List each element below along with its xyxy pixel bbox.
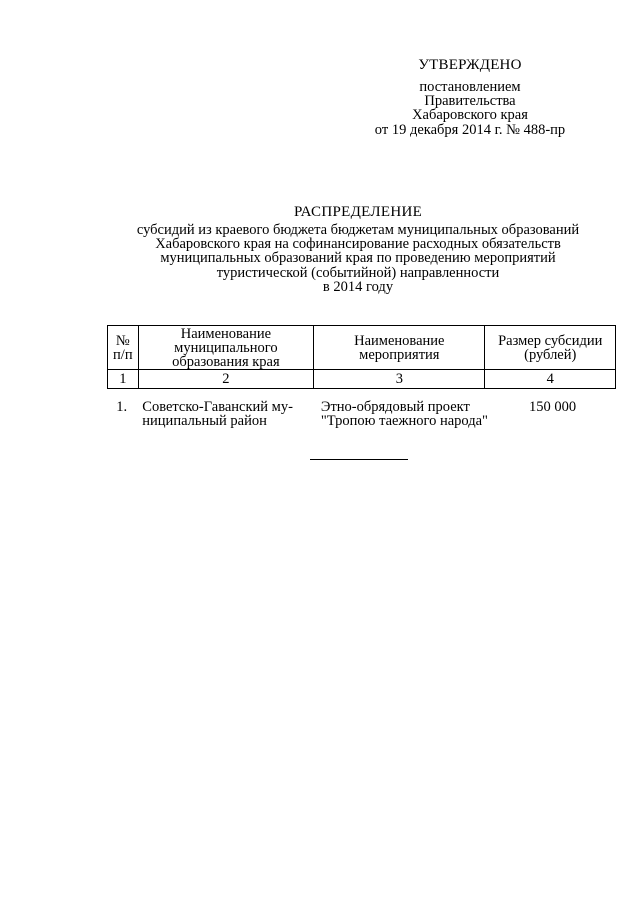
header-text: (рублей) xyxy=(524,346,577,363)
column-number-cell: 1 xyxy=(108,370,139,389)
approval-date: от 19 декабря 2014 г. № 488-пр xyxy=(374,122,566,138)
header-text: № xyxy=(115,332,130,349)
approval-line: Правительства xyxy=(424,93,516,109)
header-text: Наименование xyxy=(180,325,272,342)
cell-text: Этно-обрядовый проект xyxy=(320,399,470,415)
approval-title: УТВЕРЖДЕНО xyxy=(418,57,522,73)
row-municipality xyxy=(136,400,315,428)
row-amount: 150 000 xyxy=(528,399,577,415)
approval-line: постановлением xyxy=(419,79,521,95)
column-number-cell: 4 xyxy=(485,370,616,389)
subtitle-line: Хабаровского края на софинансирование расходных обязательств xyxy=(155,236,561,253)
subtitle-line: в 2014 году xyxy=(322,278,394,295)
header-cell-amount xyxy=(485,326,616,370)
header-cell-number xyxy=(108,326,139,370)
column-number-row xyxy=(108,370,616,389)
approval-line: Хабаровского края xyxy=(412,107,528,123)
cell-text: "Тропою таежного народа" xyxy=(320,413,488,429)
header-cell-event xyxy=(314,326,485,370)
approval-block xyxy=(374,57,566,138)
header-text: муниципального xyxy=(174,339,278,356)
header-text: образования края xyxy=(172,353,280,370)
header-text: Размер субсидии xyxy=(498,332,603,349)
table-header-row xyxy=(108,326,616,370)
cell-text: ниципальный район xyxy=(142,413,267,429)
header-text: Наименование xyxy=(354,332,445,349)
subtitle-line: субсидий из краевого бюджета бюджетам муниципальных образований xyxy=(136,222,580,238)
column-number-cell: 2 xyxy=(138,370,314,389)
header-cell-municipality xyxy=(138,326,314,370)
document-subtitle xyxy=(100,223,616,294)
cell-text: Советско-Гаванский му- xyxy=(142,399,293,415)
row-number: 1. xyxy=(116,399,128,415)
table-row xyxy=(107,400,616,428)
header-text: мероприятия xyxy=(359,346,440,363)
subtitle-line: муниципальных образований края по проведению мероприятий xyxy=(160,250,556,267)
distribution-table-body xyxy=(107,400,616,428)
subtitle-line: туристической (событийной) направленности xyxy=(216,264,500,281)
header-text: п/п xyxy=(113,346,133,363)
distribution-table-header xyxy=(107,325,616,389)
document-title: РАСПРЕДЕЛЕНИЕ xyxy=(293,204,423,220)
closing-rule xyxy=(310,459,408,460)
row-event xyxy=(315,400,489,428)
column-number-cell: 3 xyxy=(314,370,485,389)
